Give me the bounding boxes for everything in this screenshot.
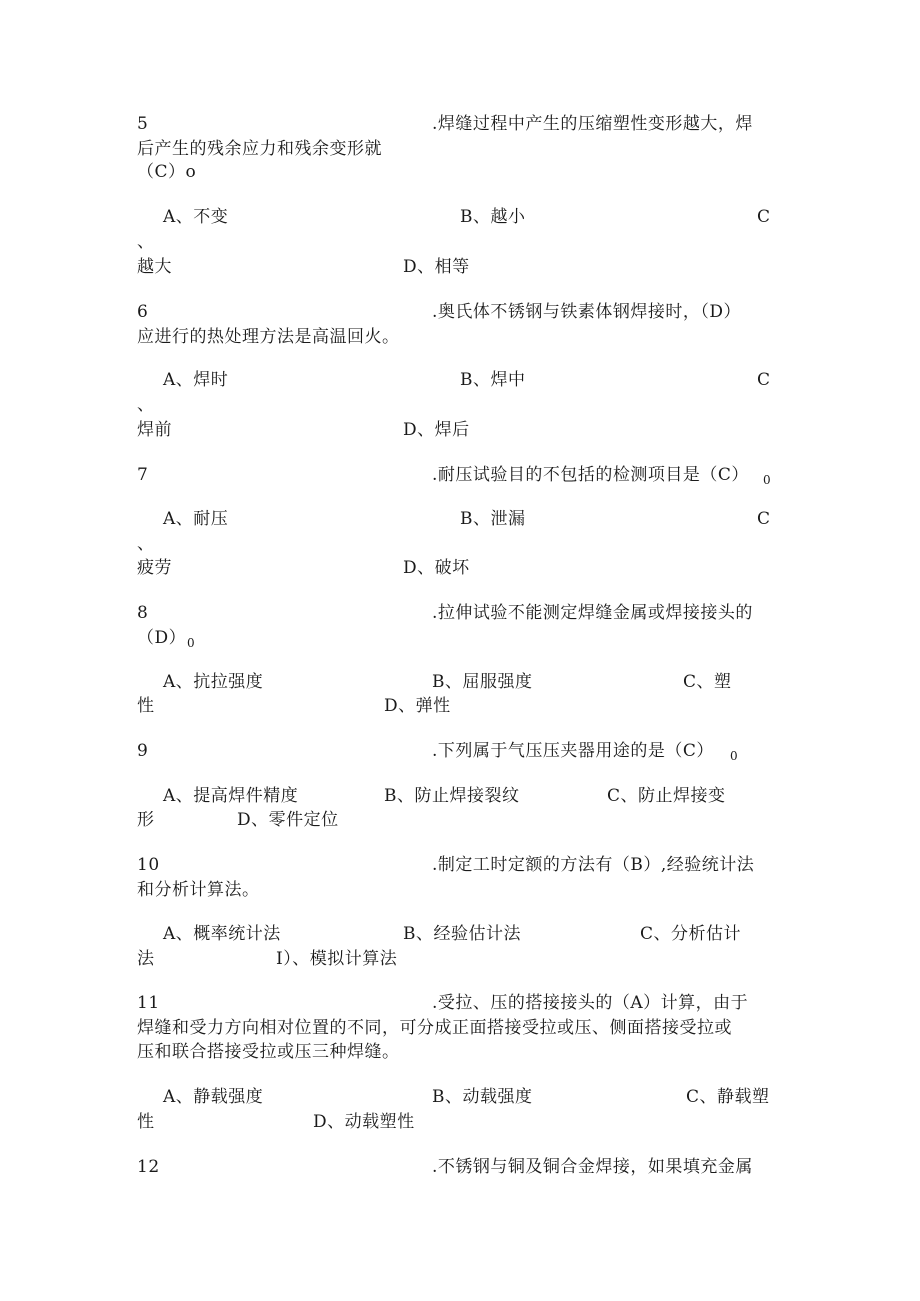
option-c: C、防止焊接变 — [607, 786, 726, 806]
option-a: A、不变 — [163, 207, 229, 227]
option-a: A、抗拉强度 — [163, 672, 264, 692]
question-stem: .拉伸试验不能测定焊缝金属或焊接接头的 — [432, 603, 753, 623]
option-d: D、零件定位 — [237, 810, 339, 830]
question-number: 10 — [137, 855, 160, 875]
option-c-text: 越大 — [137, 257, 172, 277]
option-b: B、屈服强度 — [432, 672, 533, 692]
option-d: I）、模拟计算法 — [276, 949, 398, 969]
option-a: A、概率统计法 — [163, 924, 281, 944]
option-a: A、提高焊件精度 — [163, 786, 299, 806]
option-c: C、分析估计 — [640, 924, 742, 944]
question-stem: .受拉、压的搭接接头的（A）计算，由于 — [432, 993, 749, 1013]
question-stem: .下列属于气压压夹器用途的是（C） — [432, 741, 714, 761]
option-b: B、动载强度 — [432, 1087, 533, 1107]
question-stem: （C）o — [137, 162, 197, 182]
option-c-mark: 、 — [137, 395, 155, 415]
question-stem-suffix: 0 — [763, 473, 772, 487]
question-number: 6 — [137, 302, 149, 322]
option-c-text: 形 — [137, 810, 155, 830]
option-c-mark: 、 — [137, 232, 155, 252]
option-d: D、动载塑性 — [313, 1112, 415, 1132]
option-c: C、静载塑 — [686, 1087, 770, 1107]
question-stem-suffix: 0 — [730, 749, 739, 763]
option-c-text: 疲劳 — [137, 558, 172, 578]
question-stem-suffix: 0 — [187, 636, 196, 650]
option-d: D、破坏 — [403, 558, 470, 578]
option-d: D、弹性 — [384, 696, 451, 716]
option-b: B、焊中 — [460, 370, 526, 390]
option-d: D、焊后 — [403, 420, 470, 440]
question-stem: 焊缝和受力方向相对位置的不同，可分成正面搭接受拉或压、侧面搭接受拉或 — [137, 1018, 732, 1038]
question-stem: .耐压试验目的不包括的检测项目是（C） — [432, 465, 749, 485]
option-c: C — [757, 509, 771, 529]
option-b: B、经验估计法 — [403, 924, 521, 944]
option-c-mark: 、 — [137, 534, 155, 554]
question-stem: .制定工时定额的方法有（B）,经验统计法 — [432, 855, 755, 875]
option-d: D、相等 — [403, 257, 470, 277]
question-stem: （D） — [137, 628, 187, 648]
question-stem: .奥氏体不锈钢与铁素体钢焊接时，（D） — [432, 302, 742, 322]
option-c: C、塑 — [683, 672, 732, 692]
question-stem: 压和联合搭接受拉或压三种焊缝。 — [137, 1042, 400, 1062]
question-stem: 应进行的热处理方法是高温回火。 — [137, 327, 400, 347]
option-b: B、越小 — [460, 207, 526, 227]
question-number: 5 — [137, 114, 149, 134]
option-b: B、泄漏 — [460, 509, 526, 529]
option-c: C — [757, 370, 771, 390]
option-c-text: 性 — [137, 1112, 155, 1132]
question-number: 9 — [137, 741, 149, 761]
question-number: 11 — [137, 993, 160, 1013]
question-number: 8 — [137, 603, 149, 623]
question-stem: 后产生的残余应力和残余变形就 — [137, 139, 382, 159]
option-c-text: 性 — [137, 696, 155, 716]
option-a: A、耐压 — [163, 509, 229, 529]
option-a: A、焊时 — [163, 370, 229, 390]
option-a: A、静载强度 — [163, 1087, 264, 1107]
question-number: 12 — [137, 1157, 160, 1177]
option-c-text: 法 — [137, 949, 155, 969]
question-stem: .焊缝过程中产生的压缩塑性变形越大，焊 — [432, 114, 753, 134]
option-b: B、防止焊接裂纹 — [384, 786, 520, 806]
question-stem: 和分析计算法。 — [137, 880, 260, 900]
question-number: 7 — [137, 465, 149, 485]
option-c: C — [757, 207, 771, 227]
option-c-text: 焊前 — [137, 420, 172, 440]
question-stem: .不锈钢与铜及铜合金焊接，如果填充金属 — [432, 1157, 753, 1177]
